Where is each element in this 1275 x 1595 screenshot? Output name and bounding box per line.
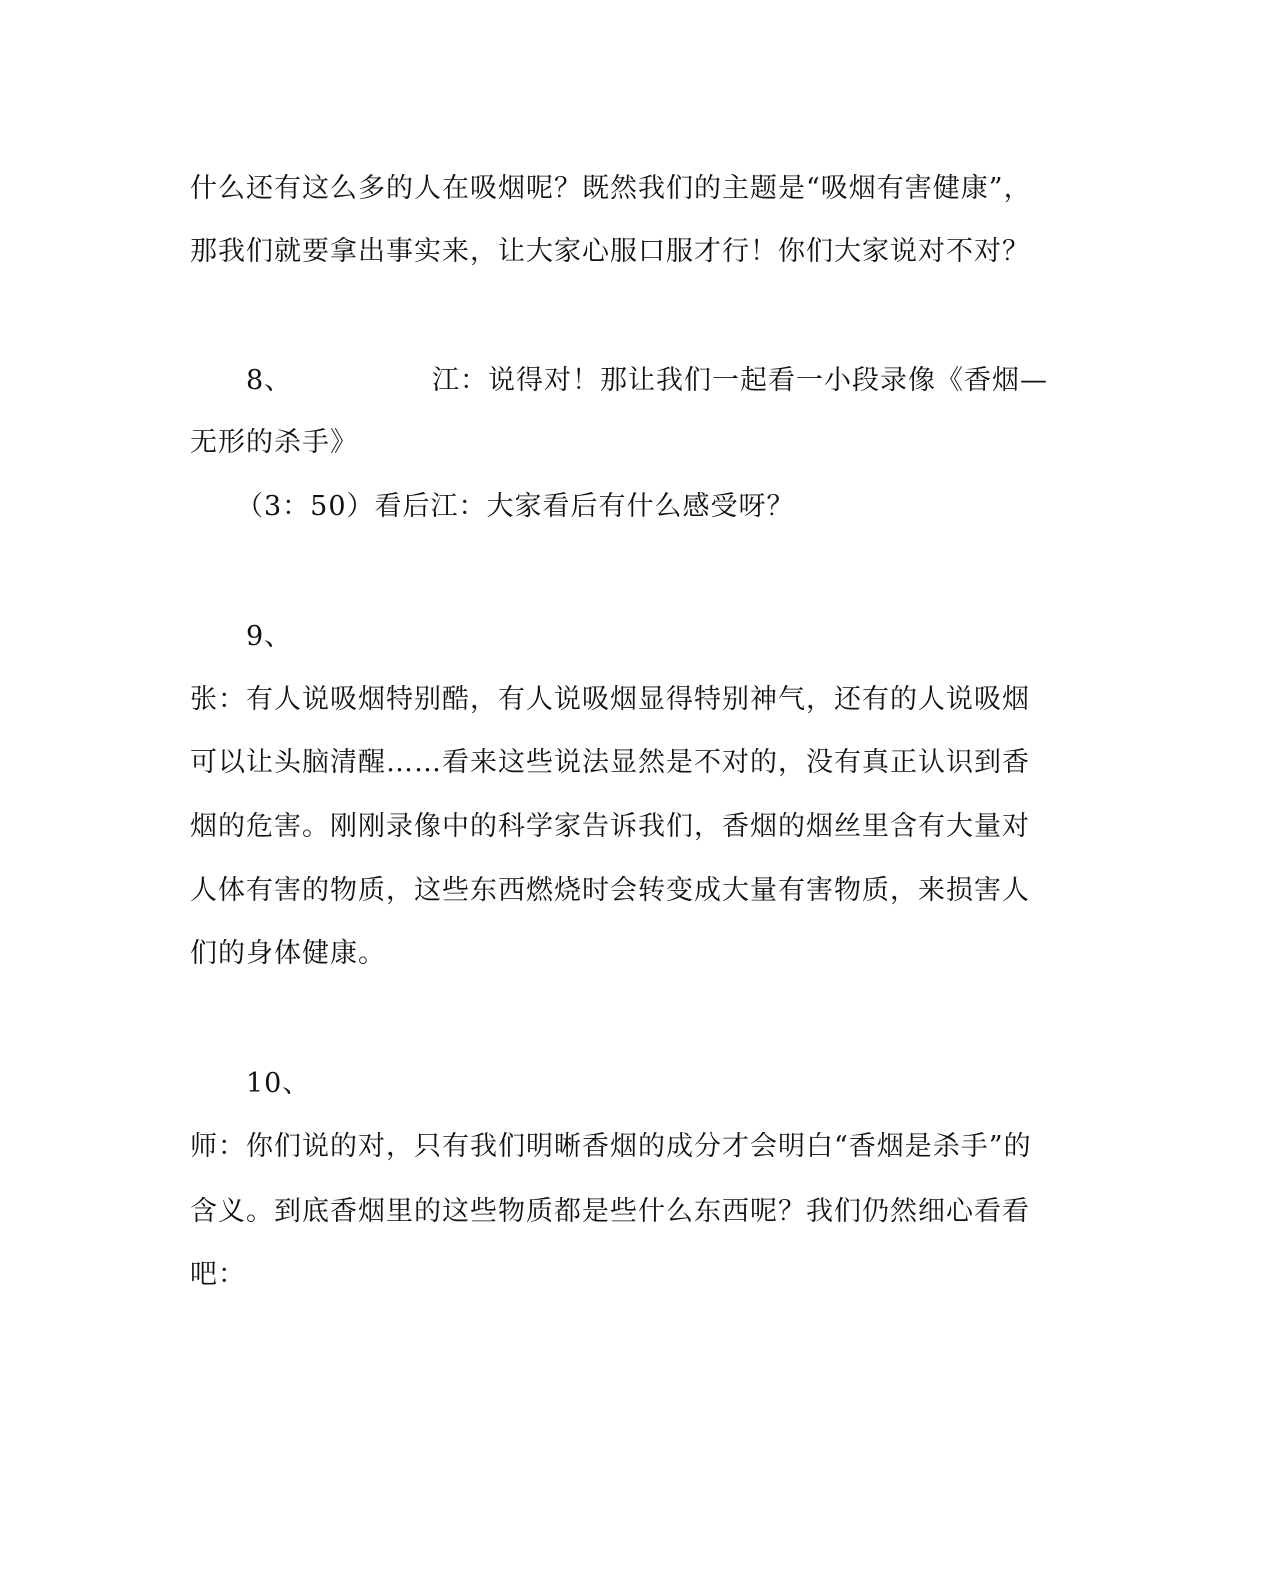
item-8-number: 8、 xyxy=(246,365,293,396)
item-9-line-3: 烟的危害。刚刚录像中的科学家告诉我们，香烟的烟丝里含有大量对 xyxy=(190,811,1030,842)
item-9-line-4: 人体有害的物质，这些东西燃烧时会转变成大量有害物质，来损害人 xyxy=(190,875,1030,906)
item-8-speech-line-1: 江：说得对！那让我们一起看一小段录像《香烟— xyxy=(432,365,1048,396)
item-10-number: 10、 xyxy=(246,1068,311,1099)
intro-line-1: 什么还有这么多的人在吸烟呢？既然我们的主题是“吸烟有害健康”， xyxy=(190,173,1032,204)
item-10-line-3: 吧： xyxy=(190,1259,246,1290)
item-9-line-5: 们的身体健康。 xyxy=(190,938,386,969)
item-8-followup: （3：50）看后江：大家看后有什么感受呀？ xyxy=(236,491,795,522)
item-9-line-1: 张：有人说吸烟特别酷，有人说吸烟显得特别神气，还有的人说吸烟 xyxy=(190,684,1030,715)
item-9-line-2: 可以让头脑清醒……看来这些说法显然是不对的，没有真正认识到香 xyxy=(190,747,1030,778)
item-8-speech-line-2: 无形的杀手》 xyxy=(190,427,358,458)
item-10-line-2: 含义。到底香烟里的这些物质都是些什么东西呢？我们仍然细心看看 xyxy=(190,1196,1030,1227)
item-9-number: 9、 xyxy=(246,621,293,652)
intro-line-2: 那我们就要拿出事实来，让大家心服口服才行！你们大家说对不对？ xyxy=(190,236,1030,267)
item-10-line-1: 师：你们说的对，只有我们明晰香烟的成分才会明白“香烟是杀手”的 xyxy=(190,1131,1032,1162)
